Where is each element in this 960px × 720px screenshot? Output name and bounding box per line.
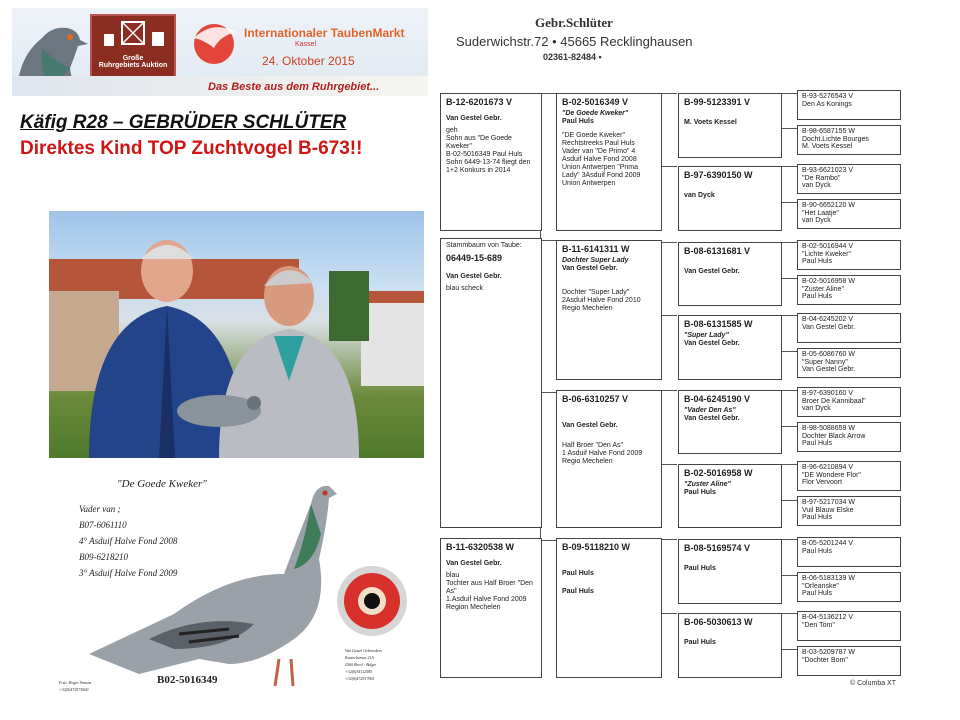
main-owner: Van Gestel Gebr. [446,273,502,280]
card-line3: B09-6218210 [79,552,128,562]
g3-owner-2: Van Gestel Gebr. [684,268,740,275]
g3-name-3: "Super Lady" [684,332,729,339]
g2-owner-1: Van Gestel Gebr. [562,265,618,272]
g2-l1-2: Half Broer "Den As" [562,442,623,449]
g4-l1-13: "Orleanske" [802,582,839,590]
g4-l1-3: "Het Laatje" [802,209,839,217]
auction-logo [90,14,176,78]
mother-box [440,538,542,678]
mother-owner: Van Gestel Gebr. [446,560,502,567]
g3-name-4: "Vader Den As" [684,407,736,414]
g4-l1-2: "De Rambo" [802,174,841,182]
g4-l2-10: Flor Vervoort [802,479,843,486]
g3-box-0 [678,93,782,158]
g4-l1-9: Dochter Black Arrow [802,432,866,440]
g2-name-1: Dochter Super Lady [562,257,629,264]
g2-l2-2: 1 Asduif Halve Fond 2009 [562,450,643,457]
g2-l3-2: Regio Mechelen [562,458,613,465]
owner-tel1: +32(0)34112585 [345,669,373,674]
auction-line2: Ruhrgebiets Auktion [98,62,168,69]
pigeon-eye [335,562,409,640]
g4-l2-5: Paul Huls [802,293,832,300]
g4-box-1 [797,125,901,155]
g3-owner-4: Van Gestel Gebr. [684,415,740,422]
g2-ring-0: B-02-5016349 V [562,97,629,107]
g3-box-1 [678,166,782,231]
g4-ring-15: B-03-5209787 W [802,649,855,656]
g4-ring-1: B-98-6587155 W [802,128,855,135]
g3-ring-0: B-99-5123391 V [684,97,751,107]
g4-box-3 [797,199,901,229]
event-banner [12,8,428,96]
market-date: 24. Oktober 2015 [262,54,355,68]
father-ring: B-12-6201673 V [446,97,513,107]
father-line4: Sohn 6449-13-74 fliegt den 1+2 Konkurs in 2014 [446,159,531,174]
g4-l1-4: "Lichte Kweker" [802,250,851,258]
g4-ring-2: B-93-6621023 V [802,167,853,174]
card-ring: B02-5016349 [157,674,218,686]
g4-l2-2: van Dyck [802,182,831,189]
g4-ring-8: B-97-6390160 V [802,390,853,397]
g2-box-2 [556,390,662,528]
g4-box-6 [797,313,901,343]
child-heading: Direktes Kind TOP Zuchtvogel B-673!! [20,138,363,159]
g4-l1-7: "Super Nanny" [802,358,848,366]
owner-tel2: +32(0)472917965 [345,676,375,681]
main-color: blau scheck [446,285,483,292]
g4-ring-7: B-05-6086760 W [802,351,855,358]
market-title: Internationaler TaubenMarkt [244,26,405,40]
g2-l2-0: Rechtstreeks Paul Huls [562,140,635,147]
g2-l3-1: Regio Mechelen [562,305,613,312]
g3-ring-7: B-06-5030613 W [684,617,753,627]
g4-box-2 [797,164,901,194]
g4-box-12 [797,537,901,567]
pigeon-illustration [79,464,339,689]
g2-box-1 [556,240,662,380]
g4-ring-10: B-96-6210894 V [802,464,853,471]
g4-ring-12: B-05-5201244 V [802,540,853,547]
card-line2: 4° Asduif Halve Fond 2008 [79,536,178,546]
g3-box-4 [678,390,782,454]
father-box [440,93,542,231]
mother-line1: blau [446,572,460,579]
g2-l3-0: Vader van "De Primo" 4 Asduif Halve Fond 2008 [562,148,637,163]
g4-box-4 [797,240,901,270]
g3-name-5: "Zuster Aline" [684,481,731,488]
g3-ring-2: B-08-6131681 V [684,246,751,256]
g4-l1-6: Van Gestel Gebr. [802,323,856,331]
g3-ring-1: B-97-6390150 W [684,170,753,180]
g2-l2-1: 2Asduif Halve Fond 2010 [562,297,641,304]
market-city: Kassel [295,41,317,48]
g4-l2-9: Paul Huls [802,440,832,447]
g3-owner-5: Paul Huls [684,489,716,496]
g3-owner-6: Paul Huls [684,565,716,572]
g4-ring-9: B-98-5088659 W [802,425,855,432]
g4-l1-12: Paul Huls [802,547,832,555]
mother-line3: 1.Asduif Halve Fond 2009 [446,596,527,603]
g4-box-8 [797,387,901,417]
father-line3: B-02-5016349 Paul Huls [446,151,523,158]
slogan: Das Beste aus dem Ruhrgebiet... [208,81,380,93]
card-father-of: Vader van ; [79,504,121,514]
g4-l1-1: Docht.Lichte Bourges [802,135,869,143]
g4-box-15 [797,646,901,676]
main-ring: 06449-15-689 [446,253,503,263]
g2-l4-0: Union Antwerpen "Prima Lady" 3Asduif Fond 2009 Union Antwerpen [562,164,641,187]
cage-heading: Käfig R28 – GEBRÜDER SCHLÜTER [20,112,347,133]
g4-l1-10: "DE Wondere Flor" [802,471,861,479]
copyright: © Columba XT [850,680,897,687]
g4-box-9 [797,422,901,452]
g2-ring-3: B-09-5118210 W [562,542,631,552]
g4-ring-0: B-93-5276543 V [802,93,853,100]
g4-ring-13: B-06-5183139 W [802,575,855,582]
mother-line4: Region Mechelen [446,604,501,611]
g3-box-7 [678,613,782,678]
g3-ring-4: B-04-6245190 V [684,394,751,404]
g2-name-0: "De Goede Kweker" [562,110,629,117]
g4-box-10 [797,461,901,491]
main-legend: Stammbaum von Taube: [446,242,522,249]
auction-line1: Große [122,55,144,62]
g4-l1-15: "Dochter Bom" [802,656,848,664]
breeder-phone: 02361-82484 • [543,52,602,62]
globe-dove-icon [184,18,242,68]
g3-owner-1: van Dyck [684,192,715,199]
g2-owner-2: Van Gestel Gebr. [562,422,618,429]
card-name: "De Goede Kweker" [117,478,207,490]
breeder-name: Gebr.Schlüter [535,15,613,30]
g2-owner-3: Paul Huls [562,570,594,577]
g4-ring-5: B-02-5016958 W [802,278,855,285]
g3-ring-3: B-08-6131585 W [684,319,753,329]
g4-ring-11: B-97-5217034 W [802,499,855,506]
breeders-photo [49,211,424,458]
g4-l1-11: Vuil Blauw Elske [802,506,854,514]
g4-box-13 [797,572,901,602]
mother-line2: Tochter aus Half Broer "Den As" [446,580,533,595]
main-pigeon-box [440,238,542,528]
g2-l1-3: Paul Huls [562,588,594,595]
g4-l1-14: "Den Tom" [802,621,835,629]
g4-box-11 [797,496,901,526]
photo-credit: Foto: Roger Simons [59,680,92,685]
g4-l1-5: "Zuster Aline" [802,285,844,293]
g2-box-3 [556,538,662,678]
card-line1: B07-6061110 [79,520,127,530]
g2-ring-2: B-06-6310257 V [562,394,629,404]
photo-illustration [49,211,424,458]
photo-phone: +32(0)472573600 [59,687,89,692]
g3-box-2 [678,242,782,306]
g4-l2-3: van Dyck [802,217,831,224]
owner-street: Kasteelstraat 21A [345,655,374,660]
g4-l2-7: Van Gestel Gebr. [802,366,856,373]
g4-l2-4: Paul Huls [802,258,832,265]
owner-city: 2560 Berol - Belgie [345,662,377,667]
g4-ring-3: B-90-6652120 W [802,202,855,209]
g4-box-14 [797,611,901,641]
g3-owner-3: Van Gestel Gebr. [684,340,740,347]
g2-ring-1: B-11-6141311 W [562,244,630,254]
g4-ring-14: B-04-5136212 V [802,614,853,621]
father-line1: geh [446,127,458,134]
pigeon-card [49,462,424,698]
father-line2: Sohn aus "De Goede Kweker" [446,135,512,150]
g2-box-0 [556,93,662,231]
g3-box-3 [678,315,782,380]
g3-ring-6: B-08-5169574 V [684,543,751,553]
g2-owner-0: Paul Huls [562,118,594,125]
g4-ring-6: B-04-6245202 V [802,316,853,323]
g4-box-7 [797,348,901,378]
g2-l1-0: "DE Goede Kweker" [562,132,625,139]
g4-l1-0: Den As Konings [802,100,852,108]
breeder-address: Suderwichstr.72 • 45665 Recklinghausen [456,34,693,49]
g4-l2-8: van Dyck [802,405,831,412]
mine-tower-icon [92,16,174,50]
g4-l2-13: Paul Huls [802,590,832,597]
g3-owner-0: M. Voets Kessel [684,119,737,126]
father-owner: Van Gestel Gebr. [446,115,502,122]
g4-l2-1: M. Voets Kessel [802,143,853,150]
mother-ring: B-11-6320538 W [446,542,515,552]
g4-ring-4: B-02-5016944 V [802,243,853,250]
g4-l1-8: Broer De Kannibaal" [802,397,866,405]
g3-ring-5: B-02-5016958 W [684,468,753,478]
g3-box-6 [678,539,782,604]
g3-owner-7: Paul Huls [684,639,716,646]
g2-l1-1: Dochter "Super Lady" [562,289,630,296]
g3-box-5 [678,464,782,528]
g4-box-0 [797,90,901,120]
g4-l2-11: Paul Huls [802,514,832,521]
card-line4: 3° Asduif Halve Fond 2009 [79,568,178,578]
owner-name: Van Gestel Gebroeders [345,648,382,653]
g4-box-5 [797,275,901,305]
